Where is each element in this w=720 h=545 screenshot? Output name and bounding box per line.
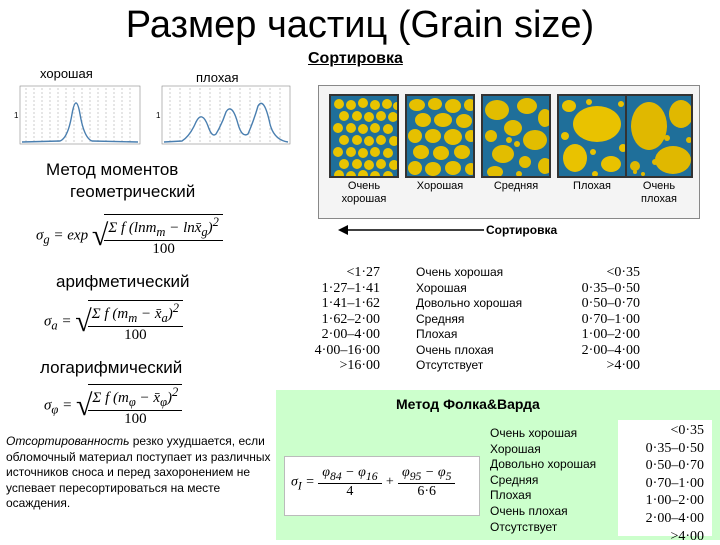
sort-cell-2 xyxy=(405,94,475,178)
sort-cell-1 xyxy=(329,94,399,178)
sort-texture-5 xyxy=(627,96,693,178)
folk-ward-heading: Метод Фолка&Варда xyxy=(396,396,540,412)
sorting-illustration xyxy=(318,85,700,219)
hist-good-label: хорошая xyxy=(40,66,93,81)
sorting-note xyxy=(6,434,274,512)
sort-texture-1 xyxy=(331,96,399,178)
histogram-good xyxy=(12,84,144,154)
range-item: 4·00–16·00 xyxy=(314,342,380,358)
sort-texture-2 xyxy=(407,96,475,178)
svg-text:1: 1 xyxy=(14,111,19,120)
value-item: 0·70–1·00 xyxy=(581,311,640,327)
sorting-heading: Сортировка xyxy=(308,50,403,67)
folk-value-item: >4·00 xyxy=(670,528,704,544)
range-item: 1·62–2·00 xyxy=(321,311,380,327)
sort-label-1: Очень хорошая xyxy=(341,180,387,205)
table1-values xyxy=(570,265,640,374)
sort-texture-4 xyxy=(559,96,627,178)
folk-class-label: Довольно хорошая xyxy=(490,457,597,472)
folk-labels xyxy=(490,426,596,535)
sort-cell-4 xyxy=(557,94,627,178)
range-item: 1·41–1·62 xyxy=(321,296,380,311)
hist-bad-label: плохая xyxy=(196,70,239,85)
histogram-bad xyxy=(154,84,294,154)
folk-class-label: Плохая xyxy=(490,488,532,503)
folk-class-label: Очень хорошая xyxy=(490,426,578,440)
sorting-arrow xyxy=(336,224,486,236)
formula-folk-ward: $\sigma_I$ = $\frac{\varphi_{84} - \varphi_{16}}{4}$ + $\frac{\varphi_{95} - \varphi_5}{6\cdot 6}$ xyxy=(284,456,480,516)
value-item: 2·00–4·00 xyxy=(581,342,640,358)
note-italic: Отсортированность xyxy=(6,434,130,448)
folk-class-label: Средняя xyxy=(490,472,539,487)
folk-class-label: Отсутствует xyxy=(490,519,558,534)
sort-class-label: Очень плохая xyxy=(416,342,494,357)
method-moments: Метод моментов xyxy=(46,160,179,179)
folk-value-item: 1·00–2·00 xyxy=(645,493,704,509)
table1-labels xyxy=(416,265,522,374)
formula-logarithmic: $\sigma_\varphi$ = √ $\frac{\Sigma f (m_\varphi - x̄_\varphi)^2}{100}$ xyxy=(44,384,182,428)
sort-class-label: Довольно хорошая xyxy=(416,296,523,310)
folk-value-item: 2·00–4·00 xyxy=(645,510,704,526)
range-item: 1·27–1·41 xyxy=(321,280,380,296)
note-text: резко ухудшается, если обломочный материал поступает из различных источников сноса и перед захоронением не успевает пересортироваться на месте осаждения. xyxy=(6,434,271,511)
sort-label-3: Средняя xyxy=(493,180,539,192)
range-item: <1·27 xyxy=(346,265,380,280)
method-logarithmic: логарифмический xyxy=(40,358,183,377)
folk-value-item: 0·50–0·70 xyxy=(645,458,704,474)
table1-ranges xyxy=(300,265,380,374)
sort-class-label: Хорошая xyxy=(416,280,467,295)
sort-cell-5 xyxy=(625,94,693,178)
page-title: Размер частиц (Grain size) xyxy=(125,4,595,46)
value-item: >4·00 xyxy=(606,358,640,373)
sort-label-5: Очень плохая xyxy=(641,180,677,205)
value-item: <0·35 xyxy=(606,265,640,280)
formula-arithmetic: $\sigma_a$ = √ $\frac{\Sigma f (m_m - x̄_a)^2}{100}$ xyxy=(44,300,183,344)
method-arithmetic: арифметический xyxy=(56,272,190,291)
range-item: >16·00 xyxy=(339,358,380,373)
range-item: 2·00–4·00 xyxy=(321,327,380,342)
value-item: 1·00–2·00 xyxy=(581,327,640,342)
sort-cell-3 xyxy=(481,94,551,178)
folk-value-item: <0·35 xyxy=(670,423,704,438)
sorting-arrow-label: Сортировка xyxy=(486,223,558,237)
sort-class-label: Очень хорошая xyxy=(416,265,504,279)
sort-class-label: Отсутствует xyxy=(416,358,484,372)
sort-class-label: Плохая xyxy=(416,327,458,341)
method-geometric: геометрический xyxy=(70,182,196,201)
sort-label-2: Хорошая xyxy=(416,180,464,192)
value-item: 0·50–0·70 xyxy=(581,296,640,311)
folk-class-label: Очень плохая xyxy=(490,503,568,518)
sort-texture-3 xyxy=(483,96,551,178)
folk-values xyxy=(618,420,712,544)
folk-value-item: 0·70–1·00 xyxy=(645,475,704,491)
value-item: 0·35–0·50 xyxy=(581,280,640,296)
sort-label-4: Плохая xyxy=(573,180,611,192)
svg-text:1: 1 xyxy=(156,111,161,120)
folk-value-item: 0·35–0·50 xyxy=(645,440,704,456)
formula-geometric: $\sigma_g = \exp$ √ $\frac{\Sigma f (\ln m_m - \ln x̄_g)^2}{100}$ xyxy=(36,214,223,258)
folk-class-label: Хорошая xyxy=(490,441,541,456)
sort-class-label: Средняя xyxy=(416,311,465,326)
